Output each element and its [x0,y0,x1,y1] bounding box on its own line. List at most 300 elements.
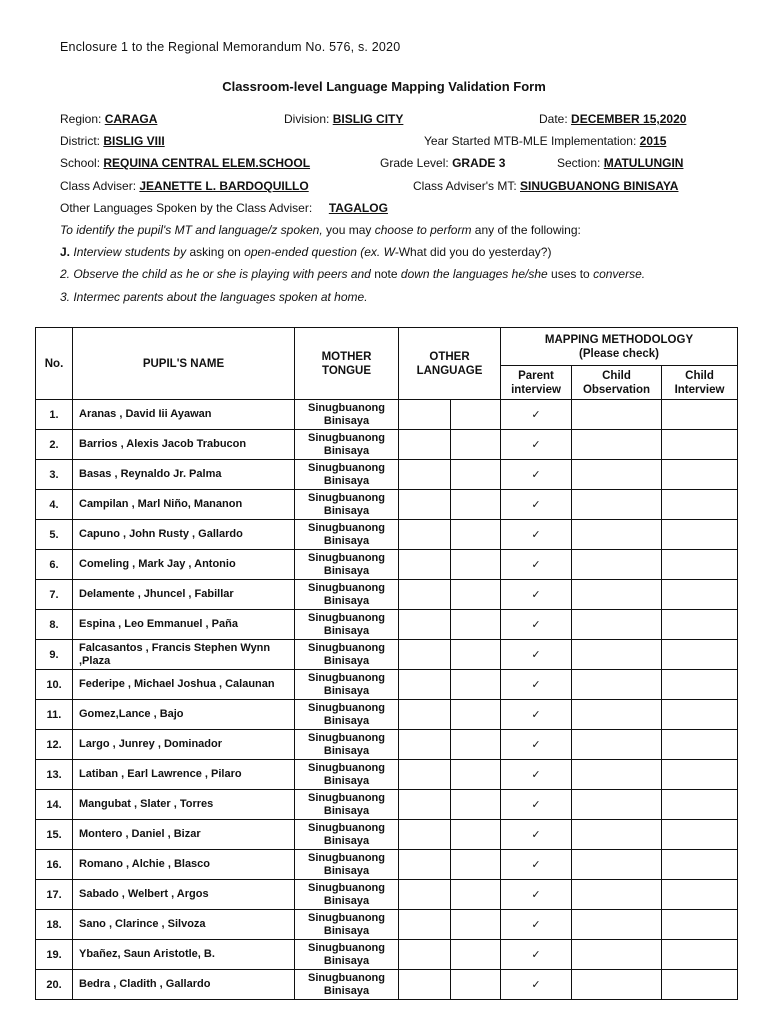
other-language-value: TAGALOG [328,201,388,215]
other-language-cell [451,610,501,640]
other-language-cell [451,400,501,430]
child-observation-cell [572,520,662,550]
mother-tongue-text: Sinugbuanong [308,671,385,684]
mother-tongue-cell [295,550,399,580]
pupil-name: Mangubat , Slater , Torres [73,790,295,820]
grade-value: GRADE 3 [452,156,506,170]
mother-tongue-text: Binisaya [323,654,370,667]
child-observation-cell [572,550,662,580]
mother-tongue-cell [295,910,399,940]
header-child-observation [572,366,662,400]
pupil-name: Aranas , David Iii Ayawan [73,400,295,430]
child-interview-cell [662,760,738,790]
instruction-text: note [374,267,398,281]
mother-tongue-cell [295,490,399,520]
header-text: MAPPING METHODOLOGY [544,333,694,346]
row-number: 1. [36,400,73,430]
parent-interview-cell [501,430,572,460]
other-language-cell [399,700,451,730]
child-observation-cell [572,610,662,640]
parent-interview-cell [501,550,572,580]
section-field [557,156,683,170]
mother-tongue-cell [295,760,399,790]
other-language-cell [451,970,501,1000]
child-observation-cell [572,490,662,520]
mother-tongue-text: Sinugbuanong [308,791,385,804]
instruction-text: Interview students by [73,245,187,259]
other-language-cell [399,970,451,1000]
other-language-cell [399,640,451,670]
parent-interview-cell [501,760,572,790]
mother-tongue-cell [295,790,399,820]
other-language-cell [451,760,501,790]
mother-tongue-text: Sinugbuanong [308,821,385,834]
pupil-name: Falcasantos , Francis Stephen Wynn ,Plaza [73,640,295,670]
instruction-line-1 [60,223,581,237]
school-value: REQUINA CENTRAL ELEM.SCHOOL [103,156,311,170]
row-number: 20. [36,970,73,1000]
instruction-text: 2. Observe the child as he or she is playing with peers and [60,267,371,281]
table-row [36,910,738,940]
checkmark-icon: ✓ [531,709,541,721]
other-language-cell [399,490,451,520]
date-label: Date: [539,112,568,126]
table-row [36,850,738,880]
date-field [539,112,686,126]
school-field [60,156,310,170]
header-no: No. [36,328,73,400]
other-language-cell [451,790,501,820]
child-interview-cell [662,670,738,700]
mother-tongue-text: Sinugbuanong [308,701,385,714]
mother-tongue-text: Binisaya [323,474,370,487]
checkmark-icon: ✓ [531,829,541,841]
year-field [424,134,666,148]
child-observation-cell [572,970,662,1000]
mother-tongue-text: Binisaya [323,984,370,997]
checkmark-icon: ✓ [531,409,541,421]
instruction-text: converse. [593,267,646,281]
mother-tongue-text: Binisaya [323,684,370,697]
instruction-text: open-ended question (ex. W- [244,245,399,259]
year-value: 2015 [639,134,667,148]
table-row [36,640,738,670]
pupil-name: Campilan , Marl Niño, Mananon [73,490,295,520]
mother-tongue-cell [295,970,399,1000]
pupil-name: Bedra , Cladith , Gallardo [73,970,295,1000]
mother-tongue-cell [295,670,399,700]
adviser-mt-value: SINUGBUANONG BINISAYA [520,179,679,193]
mother-tongue-text: Sinugbuanong [308,641,385,654]
mother-tongue-text: Binisaya [323,894,370,907]
other-language-cell [451,430,501,460]
mother-tongue-cell [295,460,399,490]
division-field [284,112,403,126]
table-row [36,490,738,520]
header-other-language [399,328,501,400]
row-number: 10. [36,670,73,700]
table-row [36,790,738,820]
form-title: Classroom-level Language Mapping Validation Form [222,79,546,94]
instruction-line-2 [60,245,551,259]
checkmark-icon: ✓ [531,859,541,871]
other-language-cell [399,580,451,610]
instruction-line-4: 3. Intermec parents about the languages spoken at home. [60,290,368,304]
date-value: DECEMBER 15,2020 [571,112,687,126]
parent-interview-cell [501,520,572,550]
child-interview-cell [662,400,738,430]
checkmark-icon: ✓ [531,469,541,481]
district-field [60,134,165,148]
other-language-cell [399,820,451,850]
mother-tongue-text: Binisaya [323,924,370,937]
region-value: CARAGA [104,112,158,126]
child-interview-cell [662,580,738,610]
adviser-mt-label: Class Adviser's MT: [413,179,517,193]
pupil-name: Ybañez, Saun Aristotle, B. [73,940,295,970]
mother-tongue-text: Binisaya [323,744,370,757]
other-language-cell [451,880,501,910]
mother-tongue-text: Sinugbuanong [308,551,385,564]
child-interview-cell [662,460,738,490]
child-interview-cell [662,790,738,820]
other-language-cell [399,880,451,910]
mother-tongue-cell [295,820,399,850]
mother-tongue-cell [295,520,399,550]
other-language-cell [399,790,451,820]
mother-tongue-cell [295,610,399,640]
instruction-text: asking on [189,245,241,259]
instruction-text: J. [60,245,71,259]
parent-interview-cell [501,880,572,910]
row-number: 7. [36,580,73,610]
other-language-cell [451,490,501,520]
header-parent-interview [501,366,572,400]
mother-tongue-cell [295,640,399,670]
mother-tongue-text: Sinugbuanong [308,911,385,924]
region-field [60,112,157,126]
other-language-cell [399,400,451,430]
header-child-interview [662,366,738,400]
other-language-cell [399,550,451,580]
mapping-table [35,327,738,1000]
row-number: 18. [36,910,73,940]
other-language-cell [451,520,501,550]
row-number: 5. [36,520,73,550]
row-number: 15. [36,820,73,850]
mother-tongue-text: Binisaya [323,864,370,877]
checkmark-icon: ✓ [531,559,541,571]
table-row [36,520,738,550]
child-observation-cell [572,580,662,610]
mother-tongue-text: Sinugbuanong [308,461,385,474]
child-observation-cell [572,790,662,820]
mother-tongue-cell [295,730,399,760]
parent-interview-cell [501,580,572,610]
checkmark-icon: ✓ [531,589,541,601]
header-text: LANGUAGE [416,364,483,377]
child-interview-cell [662,700,738,730]
child-interview-cell [662,910,738,940]
instruction-text: choose to perform [374,223,472,237]
year-label: Year Started MTB-MLE Implementation: [424,134,637,148]
child-observation-cell [572,430,662,460]
child-interview-cell [662,640,738,670]
mother-tongue-text: Binisaya [323,594,370,607]
child-interview-cell [662,850,738,880]
other-language-cell [399,940,451,970]
row-number: 14. [36,790,73,820]
other-language-cell [399,520,451,550]
division-value: BISLIG CITY [332,112,404,126]
mother-tongue-cell [295,700,399,730]
checkmark-icon: ✓ [531,619,541,631]
row-number: 17. [36,880,73,910]
header-mapping-methodology [501,328,738,366]
adviser-value: JEANETTE L. BARDOQUILLO [139,179,309,193]
row-number: 12. [36,730,73,760]
row-number: 3. [36,460,73,490]
child-observation-cell [572,940,662,970]
instruction-text: What did you do yesterday?) [398,245,552,259]
instruction-text: you may [326,223,372,237]
mother-tongue-text: Sinugbuanong [308,491,385,504]
adviser-mt-field [413,179,678,193]
pupil-name: Barrios , Alexis Jacob Trabucon [73,430,295,460]
parent-interview-cell [501,790,572,820]
table-row [36,820,738,850]
pupil-name: Latiban , Earl Lawrence , Pilaro [73,760,295,790]
other-language-cell [399,850,451,880]
child-observation-cell [572,850,662,880]
child-observation-cell [572,820,662,850]
other-language-field [60,201,388,215]
other-language-cell [451,850,501,880]
checkmark-icon: ✓ [531,529,541,541]
child-observation-cell [572,730,662,760]
mother-tongue-text: Binisaya [323,504,370,517]
division-label: Division: [284,112,330,126]
checkmark-icon: ✓ [531,919,541,931]
other-language-cell [399,910,451,940]
table-row [36,610,738,640]
region-label: Region: [60,112,102,126]
mother-tongue-text: Binisaya [323,414,370,427]
adviser-label: Class Adviser: [60,179,137,193]
mother-tongue-cell [295,400,399,430]
mother-tongue-cell [295,850,399,880]
row-number: 13. [36,760,73,790]
header-mother-tongue [295,328,399,400]
other-language-cell [451,670,501,700]
row-number: 11. [36,700,73,730]
checkmark-icon: ✓ [531,739,541,751]
pupil-name: Delamente , Jhuncel , Fabillar [73,580,295,610]
table-body [36,400,738,1000]
mother-tongue-text: Binisaya [323,834,370,847]
instruction-text: any of the following: [474,223,581,237]
row-number: 2. [36,430,73,460]
header-text: OTHER [429,350,470,363]
table-row [36,970,738,1000]
other-language-cell [451,820,501,850]
mother-tongue-text: Sinugbuanong [308,401,385,414]
header-text: interview [511,383,561,396]
child-observation-cell [572,880,662,910]
pupil-name: Federipe , Michael Joshua , Calaunan [73,670,295,700]
child-observation-cell [572,670,662,700]
mother-tongue-text: Binisaya [323,444,370,457]
parent-interview-cell [501,910,572,940]
mother-tongue-text: Binisaya [323,714,370,727]
grade-label: Grade Level: [380,156,449,170]
parent-interview-cell [501,610,572,640]
parent-interview-cell [501,970,572,1000]
table-row [36,400,738,430]
other-language-cell [451,550,501,580]
mother-tongue-text: Sinugbuanong [308,431,385,444]
other-language-cell [451,700,501,730]
mother-tongue-text: Sinugbuanong [308,731,385,744]
mother-tongue-text: Binisaya [323,564,370,577]
table-row [36,430,738,460]
parent-interview-cell [501,640,572,670]
child-interview-cell [662,730,738,760]
pupil-name: Gomez,Lance , Bajo [73,700,295,730]
parent-interview-cell [501,670,572,700]
child-observation-cell [572,700,662,730]
row-number: 6. [36,550,73,580]
instruction-text: To identify the pupil's MT and language/z spoken, [60,223,323,237]
mother-tongue-text: Sinugbuanong [308,521,385,534]
child-interview-cell [662,820,738,850]
pupil-name: Basas , Reynaldo Jr. Palma [73,460,295,490]
parent-interview-cell [501,460,572,490]
pupil-name: Comeling , Mark Jay , Antonio [73,550,295,580]
header-pupil-name: PUPIL'S NAME [73,328,295,400]
header-text: (Please check) [579,347,659,360]
child-interview-cell [662,490,738,520]
child-interview-cell [662,610,738,640]
checkmark-icon: ✓ [531,649,541,661]
checkmark-icon: ✓ [531,889,541,901]
section-value: MATULUNGIN [603,156,684,170]
section-label: Section: [557,156,601,170]
checkmark-icon: ✓ [531,799,541,811]
parent-interview-cell [501,400,572,430]
table-row [36,460,738,490]
child-interview-cell [662,970,738,1000]
pupil-name: Capuno , John Rusty , Gallardo [73,520,295,550]
other-language-cell [451,640,501,670]
child-observation-cell [572,760,662,790]
header-text: Observation [582,383,651,396]
district-label: District: [60,134,100,148]
school-label: School: [60,156,101,170]
pupil-name: Sabado , Welbert , Argos [73,880,295,910]
header-text: MOTHER [321,350,372,363]
pupil-name: Largo , Junrey , Dominador [73,730,295,760]
header-text: Interview [674,383,725,396]
table-row [36,730,738,760]
mother-tongue-text: Sinugbuanong [308,761,385,774]
mother-tongue-text: Sinugbuanong [308,851,385,864]
mother-tongue-text: Sinugbuanong [308,581,385,594]
district-value: BISLIG VIII [103,134,165,148]
header-text: TONGUE [322,364,371,377]
mother-tongue-text: Binisaya [323,624,370,637]
other-language-cell [451,940,501,970]
other-language-cell [399,760,451,790]
parent-interview-cell [501,700,572,730]
adviser-field [60,179,309,193]
other-language-cell [399,430,451,460]
child-interview-cell [662,880,738,910]
table-row [36,940,738,970]
mother-tongue-text: Sinugbuanong [308,971,385,984]
row-number: 9. [36,640,73,670]
child-interview-cell [662,550,738,580]
mother-tongue-cell [295,430,399,460]
child-interview-cell [662,430,738,460]
pupil-name: Montero , Daniel , Bizar [73,820,295,850]
parent-interview-cell [501,820,572,850]
checkmark-icon: ✓ [531,949,541,961]
instruction-text: uses to [551,267,590,281]
other-language-label: Other Languages Spoken by the Class Adviser: [60,201,313,215]
instruction-text: down the languages he/she [400,267,548,281]
mother-tongue-text: Sinugbuanong [308,941,385,954]
table-row [36,880,738,910]
mother-tongue-text: Binisaya [323,774,370,787]
header-text: Parent [518,369,554,382]
checkmark-icon: ✓ [531,499,541,511]
row-number: 16. [36,850,73,880]
checkmark-icon: ✓ [531,979,541,991]
mother-tongue-text: Sinugbuanong [308,881,385,894]
mother-tongue-cell [295,940,399,970]
parent-interview-cell [501,940,572,970]
row-number: 4. [36,490,73,520]
mother-tongue-cell [295,580,399,610]
table-row [36,580,738,610]
row-number: 19. [36,940,73,970]
mother-tongue-text: Binisaya [323,534,370,547]
enclosure-line: Enclosure 1 to the Regional Memorandum No. 576, s. 2020 [60,40,401,54]
other-language-cell [451,580,501,610]
mother-tongue-text: Sinugbuanong [308,611,385,624]
parent-interview-cell [501,490,572,520]
header-text: Child [602,369,631,382]
parent-interview-cell [501,850,572,880]
child-observation-cell [572,910,662,940]
pupil-name: Romano , Alchie , Blasco [73,850,295,880]
table-row [36,550,738,580]
table-row [36,760,738,790]
child-observation-cell [572,400,662,430]
row-number: 8. [36,610,73,640]
pupil-name: Espina , Leo Emmanuel , Paña [73,610,295,640]
other-language-cell [451,460,501,490]
other-language-cell [399,460,451,490]
table-row [36,670,738,700]
mother-tongue-text: Binisaya [323,804,370,817]
other-language-cell [451,910,501,940]
mother-tongue-cell [295,880,399,910]
instruction-line-3 [60,267,645,281]
other-language-cell [399,730,451,760]
child-interview-cell [662,520,738,550]
